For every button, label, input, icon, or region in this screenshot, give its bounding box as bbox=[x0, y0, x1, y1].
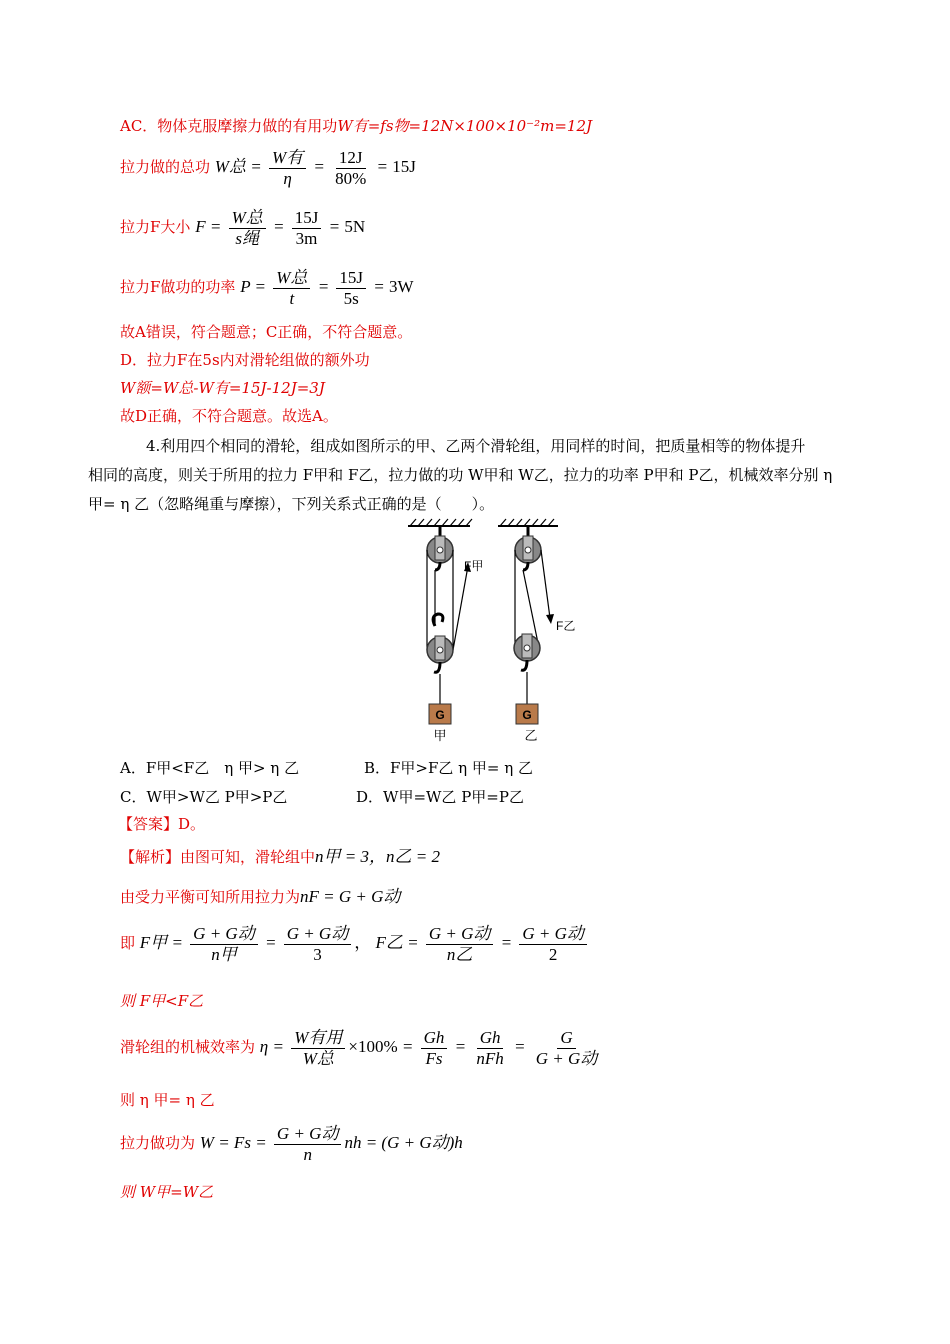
right-weight-label: G bbox=[522, 708, 532, 722]
fraction bbox=[190, 924, 258, 965]
fraction-den: 5s bbox=[343, 288, 359, 308]
work-tail: nh = (G + G动)h bbox=[344, 1133, 463, 1152]
fraction-den: 3m bbox=[295, 228, 318, 248]
fraction-den: n bbox=[303, 1144, 312, 1164]
option-b: B．F甲>F乙 η 甲= η 乙 bbox=[364, 759, 534, 777]
fraction-den: n甲 bbox=[211, 944, 237, 964]
analysis-intro-text: 【解析】由图可知，滑轮组中 bbox=[120, 848, 316, 866]
line-d-correct: 故D正确，不符合题意。故选A。 bbox=[120, 407, 338, 425]
formula-lhs: F甲 bbox=[139, 933, 168, 952]
total-work-label: 拉力做的总功 bbox=[120, 158, 211, 176]
work-formula: W = Fs = $\frac{\text{G + G动}}{n}$ nh = (G + G动)h bbox=[199, 1123, 463, 1164]
fraction bbox=[473, 1028, 506, 1069]
force-line bbox=[120, 206, 365, 249]
ac-line-formula: W有=fs物=12N×100×10⁻²m=12J bbox=[337, 117, 593, 135]
fraction bbox=[292, 208, 322, 249]
option-a: A．F甲<F乙 η 甲> η 乙 bbox=[120, 759, 300, 777]
power-formula: P = $\frac{\text{W总}}{t}$ = $\frac{15J}{5s}$ = 3W bbox=[240, 267, 414, 308]
right-movable-pulley bbox=[514, 634, 540, 704]
left-movable-pulley bbox=[427, 614, 453, 704]
fraction bbox=[336, 268, 366, 309]
fraction-num: Gh bbox=[477, 1028, 504, 1049]
fraction-num: 12J bbox=[336, 148, 366, 169]
question4-line1: 4.利用四个相同的滑轮，组成如图所示的甲、乙两个滑轮组，用同样的时间，把质量相等的物体提升 bbox=[146, 437, 806, 455]
ceiling-left bbox=[408, 519, 472, 526]
formula-result: 5N bbox=[344, 217, 366, 236]
fraction-den: s绳 bbox=[235, 228, 259, 248]
then-efficiency: 则 η 甲= η 乙 bbox=[120, 1091, 215, 1109]
fraction bbox=[229, 208, 266, 249]
percent-factor: ×100% bbox=[348, 1037, 398, 1056]
option-c: C．W甲>W乙 P甲>P乙 bbox=[120, 788, 288, 806]
work-line bbox=[120, 1120, 463, 1166]
analysis-intro bbox=[120, 845, 440, 869]
line-a-wrong: 故A错误，符合题意；C正确，不符合题意。 bbox=[120, 323, 413, 341]
formula-lhs: W总 bbox=[214, 157, 246, 176]
fraction bbox=[421, 1028, 448, 1069]
fraction bbox=[284, 924, 352, 965]
formula-result: 15J bbox=[392, 157, 416, 176]
then-work: 则 W甲=W乙 bbox=[120, 1183, 214, 1201]
fraction bbox=[533, 1028, 601, 1069]
n-values: n甲 = 3，n乙 = 2 bbox=[315, 847, 440, 866]
formula-lhs: F bbox=[195, 217, 206, 236]
fraction-num: W有 bbox=[269, 148, 306, 169]
right-fixed-pulley bbox=[515, 526, 541, 570]
then-force: 则 F甲<F乙 bbox=[120, 992, 204, 1010]
fraction-den: Fs bbox=[425, 1048, 443, 1068]
formula-result: 3W bbox=[389, 277, 414, 296]
right-ropes bbox=[515, 550, 554, 648]
force-expr-line bbox=[120, 922, 590, 965]
fraction-num: 15J bbox=[292, 208, 322, 229]
question4-line3: 甲= η 乙（忽略绳重与摩擦），下列关系式正确的是（ ）。 bbox=[88, 495, 495, 513]
fraction bbox=[269, 148, 306, 189]
fraction-num: G + G动 bbox=[190, 924, 258, 945]
fraction bbox=[274, 1124, 342, 1165]
efficiency-formula: η = $\frac{\text{W有用}}{\text{W总}}$ ×100% = $\frac{Gh}{Fs}$ = $\frac{Gh}{\text{nFh}}$ = $\frac{G}{\text{G + G动}}$ bbox=[260, 1037, 604, 1056]
eff-label: 滑轮组的机械效率为 bbox=[120, 1038, 256, 1056]
ji-label: 即 bbox=[120, 934, 136, 952]
line-d: D．拉力F在5s内对滑轮组做的额外功 bbox=[120, 351, 370, 369]
fraction-num: W总 bbox=[273, 268, 310, 289]
fraction bbox=[332, 148, 369, 189]
left-force-label: F甲 bbox=[464, 559, 484, 573]
fraction-den: t bbox=[289, 288, 295, 308]
formula-lhs: F乙 bbox=[375, 933, 403, 952]
fraction bbox=[519, 924, 587, 965]
right-force-label: F乙 bbox=[556, 619, 576, 633]
fraction bbox=[291, 1028, 345, 1069]
balance-line bbox=[120, 885, 400, 909]
work-label: 拉力做功为 bbox=[120, 1134, 196, 1152]
fraction-num: G + G动 bbox=[284, 924, 352, 945]
formula-lhs: P bbox=[240, 277, 251, 296]
balance-formula: nF = G + G动 bbox=[300, 887, 401, 906]
fraction bbox=[273, 268, 310, 309]
fraction-num: W总 bbox=[229, 208, 266, 229]
line-extra-work: W额=W总-W有=15J-12J=3J bbox=[120, 379, 325, 397]
fraction-den: 80% bbox=[335, 168, 367, 188]
total-work-line bbox=[120, 146, 416, 189]
fraction-num: W有用 bbox=[291, 1028, 345, 1049]
fraction-den: η bbox=[283, 168, 292, 188]
ceiling-right bbox=[498, 519, 558, 526]
fraction-num: 15J bbox=[336, 268, 366, 289]
ac-line-text: AC．物体克服摩擦力做的有用功 bbox=[120, 117, 338, 135]
fraction-num: G + G动 bbox=[274, 1124, 342, 1145]
fraction-den: nFh bbox=[476, 1048, 504, 1068]
answer: 【答案】D。 bbox=[118, 815, 206, 833]
fraction-den: 3 bbox=[313, 944, 322, 964]
force-expr-formula: F甲 = $\frac{\text{G + G动}}{\text{n甲}}$ = $\frac{\text{G + G动}}{3}$ ， F乙 = $\frac{\text{G + G动}}{\text{n乙}}$ = $\frac{\text{G + G动}}{2}$ bbox=[140, 933, 590, 952]
left-caption: 甲 bbox=[433, 728, 447, 743]
fraction-den: 2 bbox=[548, 944, 558, 964]
power-line bbox=[120, 266, 414, 309]
fraction-den: n乙 bbox=[446, 944, 473, 964]
fraction-num: G + G动 bbox=[426, 924, 494, 945]
fraction-num: G + G动 bbox=[519, 924, 587, 945]
left-fixed-pulley bbox=[427, 526, 453, 570]
formula-lhs: W = Fs bbox=[199, 1133, 251, 1152]
ac-line bbox=[120, 116, 592, 136]
efficiency-line bbox=[120, 1024, 603, 1070]
balance-label: 由受力平衡可知所用拉力为 bbox=[120, 888, 301, 906]
fraction-den: G + G动 bbox=[535, 1048, 598, 1068]
pulley-figure bbox=[400, 518, 590, 746]
fraction-num: Gh bbox=[421, 1028, 448, 1049]
formula-lhs: η bbox=[259, 1037, 269, 1056]
force-label: 拉力F大小 bbox=[120, 218, 191, 236]
option-d: D．W甲=W乙 P甲=P乙 bbox=[356, 788, 524, 806]
power-label: 拉力F做功的功率 bbox=[120, 278, 236, 296]
force-formula: F = $\frac{\text{W总}}{\text{s绳}}$ = $\frac{15J}{3m}$ = 5N bbox=[195, 207, 366, 248]
total-work-formula: W总 = $\frac{\text{W有}}{\eta}$ = $\frac{12J}{80\%}$ = 15J bbox=[214, 147, 416, 188]
question4-line2: 相同的高度，则关于所用的拉力 F甲和 F乙，拉力做的功 W甲和 W乙，拉力的功率 P甲和 P乙，机械效率分别 η bbox=[88, 466, 833, 484]
fraction-den: W总 bbox=[302, 1048, 334, 1068]
fraction bbox=[426, 924, 494, 965]
fraction-num: G bbox=[557, 1028, 575, 1049]
right-caption: 乙 bbox=[524, 728, 538, 743]
left-weight-label: G bbox=[435, 708, 445, 722]
